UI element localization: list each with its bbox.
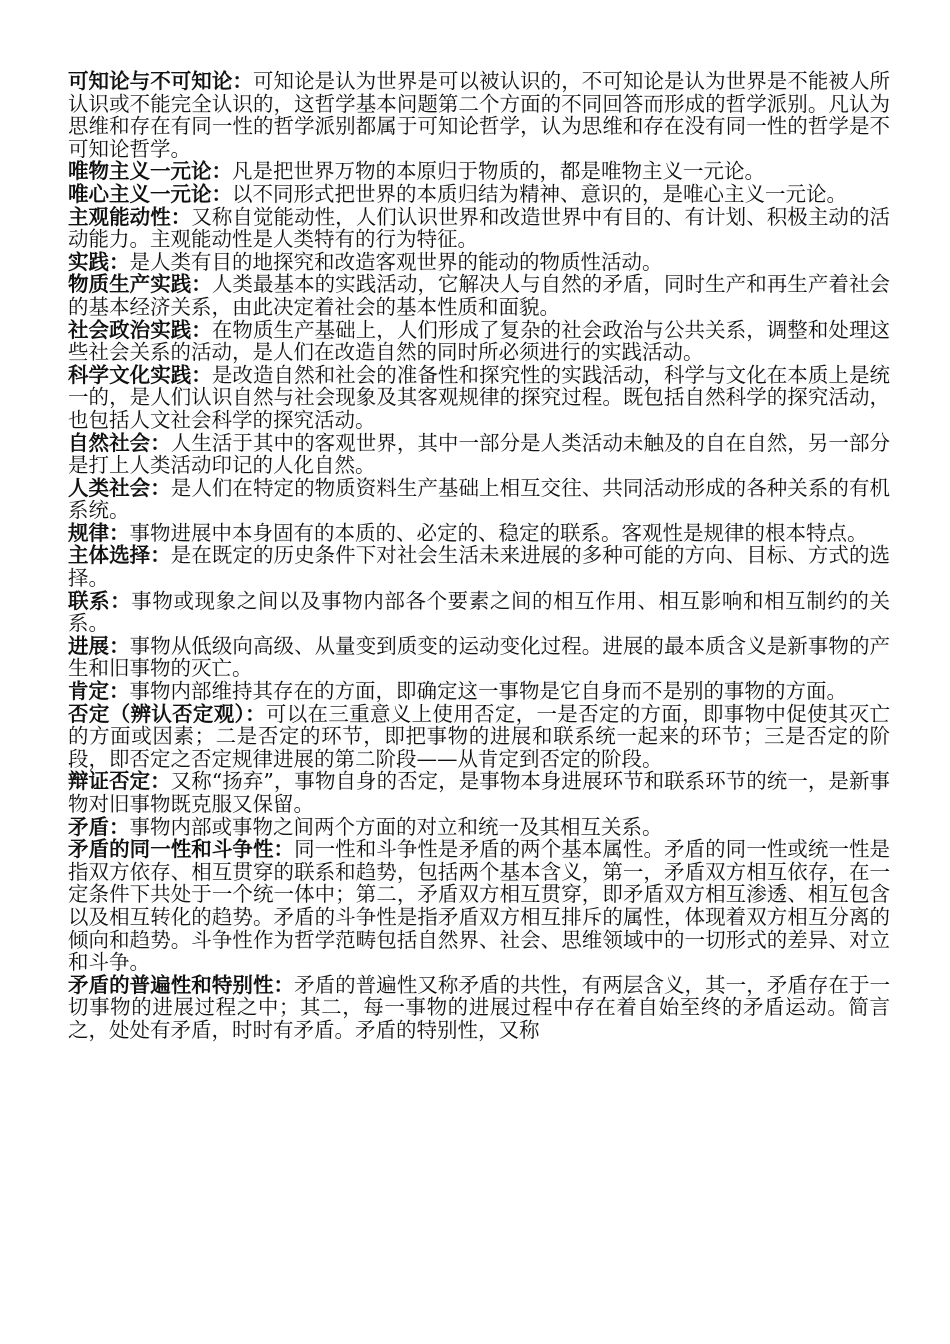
entry-term: 联系： <box>68 588 132 613</box>
entry-text: 矛盾的普遍性又称矛盾的共性，有两层含义，其一，矛盾存在于一切事物的进展过程之中；其二，每一事物的进展过程中存在着自始至终的矛盾运动。简言之，处处有矛盾，时时有矛盾。矛盾的特别性，又称 <box>68 972 891 1042</box>
entry-term: 唯心主义一元论： <box>68 181 232 206</box>
entry-text: 事物内部或事物之间两个方面的对立和统一及其相互关系。 <box>129 814 663 839</box>
entry-text: 是在既定的历史条件下对社会生活未来进展的多种可能的方向、目标、方式的选择。 <box>68 543 891 591</box>
entry-text: 又称“扬弃”，事物自身的否定，是事物本身进展环节和联系环节的统一，是新事物对旧事物既克服又保留。 <box>68 769 891 816</box>
entry-identity-and-struggle <box>68 838 890 974</box>
entry-affirmation <box>68 680 890 703</box>
entry-text: 是人们在特定的物质资料生产基础上相互交往、共同活动形成的各种关系的有机系统。 <box>68 475 891 523</box>
entry-term: 物质生产实践： <box>68 272 212 297</box>
entry-text: 事物内部维持其存在的方面，即确定这一事物是它自身而不是别的事物的方面。 <box>129 679 847 704</box>
entry-text: 人生活于其中的客观世界，其中一部分是人类活动未触及的自在自然，另一部分是打上人类活动印记的人化自然。 <box>68 430 891 478</box>
entry-term: 矛盾： <box>68 814 130 839</box>
entry-idealist-monism <box>68 183 890 206</box>
entry-text: 人类最基本的实践活动，它解决人与自然的矛盾，同时生产和再生产着社会的基本经济关系，由此决定着社会的基本性质和面貌。 <box>68 272 890 319</box>
entry-term: 人类社会： <box>68 475 171 500</box>
entry-scientific-cultural-practice <box>68 364 890 432</box>
entry-text: 是改造自然和社会的准备性和探究性的实践活动，科学与文化在本质上是统一的，是人们认识自然与社会现象及其客观规律的探究过程。既包括自然科学的探究活动，也包括人文社会科学的探究活动。 <box>68 362 890 432</box>
entry-subjective-initiative <box>68 206 890 251</box>
entry-human-society <box>68 477 890 522</box>
entry-term: 科学文化实践： <box>68 362 212 387</box>
entry-text: 可以在三重意义上使用否定，一是否定的方面，即事物中促使其灭亡的方面或因素；二是否定的环节，即把事物的进展和联系统一起来的环节；三是否定的阶段，即否定之否定规律进展的第二阶段——从肯定到否定的阶段。 <box>68 701 890 771</box>
entry-connection <box>68 590 890 635</box>
entry-development <box>68 635 890 680</box>
entry-material-production <box>68 273 890 318</box>
entry-text: 又称自觉能动性，人们认识世界和改造世界中有目的、有计划、积极主动的活动能力。主观能动性是人类特有的行为特征。 <box>68 204 891 252</box>
entry-term: 实践： <box>68 249 130 274</box>
entry-law <box>68 522 890 545</box>
entry-knowability <box>68 70 890 160</box>
entry-universality-and-particularity <box>68 974 890 1042</box>
entry-term: 主观能动性： <box>68 204 192 229</box>
entry-natural-society <box>68 432 890 477</box>
entry-text: 以不同形式把世界的本质归结为精神、意识的，是唯心主义一元论。 <box>232 181 847 206</box>
entry-negation <box>68 703 890 771</box>
entry-term: 唯物主义一元论： <box>68 159 232 184</box>
entry-term: 主体选择： <box>68 543 171 568</box>
entry-text: 事物或现象之间以及事物内部各个要素之间的相互作用、相互影响和相互制约的关系。 <box>68 588 891 636</box>
entry-term: 辩证否定： <box>68 769 171 794</box>
entry-social-political-practice <box>68 319 890 364</box>
entry-term: 矛盾的普遍性和特别性： <box>68 972 295 997</box>
entry-term: 自然社会： <box>68 430 171 455</box>
entry-contradiction <box>68 816 890 839</box>
entry-text: 可知论是认为世界是可以被认识的，不可知论是认为世界是不能被人所认识或不能完全认识的，这哲学基本问题第二个方面的不同回答而形成的哲学派别。凡认为思维和存在有同一性的哲学派别都属于可知论哲学，认为思维和存在没有同一性的哲学是不可知论哲学。 <box>68 69 891 161</box>
entry-term: 否定（辨认否定观）： <box>68 701 266 726</box>
entry-text: 是人类有目的地探究和改造客观世界的能动的物质性活动。 <box>129 249 663 274</box>
entry-term: 进展： <box>68 633 130 658</box>
entry-text: 在物质生产基础上，人们形成了复杂的社会政治与公共关系，调整和处理这些社会关系的活动，是人们在改造自然的同时所必须进行的实践活动。 <box>68 317 890 365</box>
entry-term: 矛盾的同一性和斗争性： <box>68 837 295 862</box>
entry-text: 事物从低级向高级、从量变到质变的运动变化过程。进展的最本质含义是新事物的产生和旧事物的灭亡。 <box>68 633 891 681</box>
entry-practice <box>68 251 890 274</box>
entry-term: 社会政治实践： <box>68 317 212 342</box>
entry-text: 事物进展中本身固有的本质的、必定的、稳定的联系。客观性是规律的根本特点。 <box>129 520 868 545</box>
entry-term: 肯定： <box>68 679 130 704</box>
entry-subject-choice <box>68 544 890 589</box>
entry-text: 凡是把世界万物的本原归于物质的，都是唯物主义一元论。 <box>232 159 765 184</box>
entry-text: 同一性和斗争性是矛盾的两个基本属性。矛盾的同一性或统一性是指双方依存、相互贯穿的联系和趋势，包括两个基本含义，第一，矛盾双方相互依存，在一定条件下共处于一个统一体中；第二，矛盾双方相互贯穿，即矛盾双方相互渗透、相互包含以及相互转化的趋势。矛盾的斗争性是指矛盾双方相互排斥的属性，体现着双方相互分离的倾向和趋势。斗争性作为哲学范畴包括自然界、社会、思维领域中的一切形式的差异、对立和斗争。 <box>68 837 891 975</box>
document-page <box>68 70 890 1042</box>
entry-term: 可知论与不可知论： <box>68 69 253 93</box>
entry-dialectical-negation <box>68 770 890 815</box>
entry-materialist-monism <box>68 160 890 183</box>
entry-term: 规律： <box>68 520 130 545</box>
